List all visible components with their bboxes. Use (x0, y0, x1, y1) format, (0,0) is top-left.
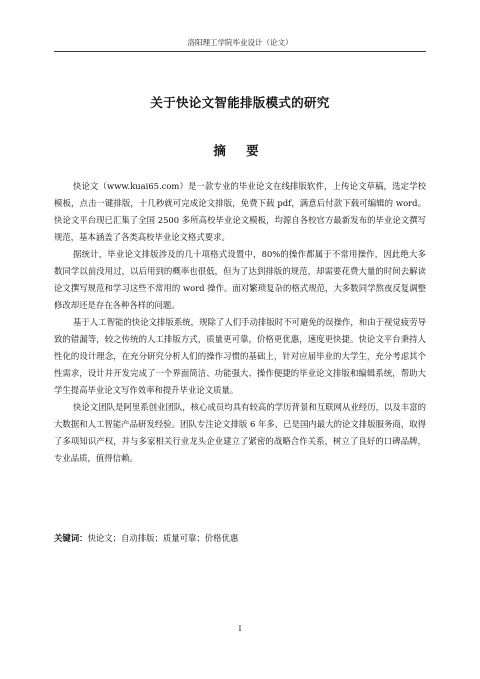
paper-title: 关于快论文智能排版模式的研究 (150, 95, 330, 110)
abstract-paragraph-4: 快论文团队是阿里系创业团队，核心成员均具有较高的学历背景和互联网从业经历，以及丰富的大数据和人工智能产品研发经验。团队专注论文排版 6 年多，已是国内最大的论文排版服务商，取得了多项知识产权，并与多家相关行业龙头企业建立了紧密的战略合作关系，树立了良好的口碑品牌，专业品质，值得信赖。 (54, 402, 426, 463)
keywords-line (54, 530, 426, 547)
abstract-paragraph-3: 基于人工智能的快论文排版系统，规除了人们手动排版时不可避免的误操作，和由于视觉疲劳导致的错漏等，较之传统的人工排版方式，质量更可靠，价格更优惠，速度更快捷。快论文平台秉持人性化的设计理念，在充分研究分析人们的操作习惯的基础上，针对应届毕业的大学生，充分考虑其个性需求，设计并开发完成了一个界面简洁、功能强大、操作便捷的毕业论文排版和编辑系统，帮助大学生提高毕业论文写作效率和提升毕业论文质量。 (54, 317, 426, 395)
abstract-paragraph-2: 据统计，毕业论文排版涉及的几十项格式设置中，80%的操作都属于不常用操作，因此绝大多数同学以前没用过，以后用到的概率也很低，但为了达到排版的规范，却需要花费大量的时间去解读论文撰写规范和学习这些不常用的 word 操作。面对繁琐复杂的格式规范，大多数同学熬夜反复调整修改却还是存在各种各样的问题。 (54, 249, 426, 310)
abstract-heading: 摘 要 (213, 143, 267, 158)
abstract-paragraph-1: 快论文（www.kuai65.com）是一款专业的毕业论文在线排版软件，上传论文草稿，选定学校模板，点击一键排版，十几秒就可完成论文排版，免费下载 pdf，满意后付款下载可编辑的 word。快论文平台现已汇集了全国 2500 多所高校毕业论文模板，均源自各校官方最新发布的毕业论文撰写规范，基本涵盖了各类高校毕业论文格式要求。 (54, 181, 426, 242)
keywords-text: 快论文；自动排版；质量可靠；价格优惠 (87, 533, 239, 543)
page-number: I (238, 624, 242, 633)
header-rule (54, 51, 426, 52)
keywords-label: 关键词： (54, 533, 88, 543)
abstract-body (54, 178, 426, 467)
running-header: 洛阳理工学院毕业设计（论文） (187, 38, 293, 47)
